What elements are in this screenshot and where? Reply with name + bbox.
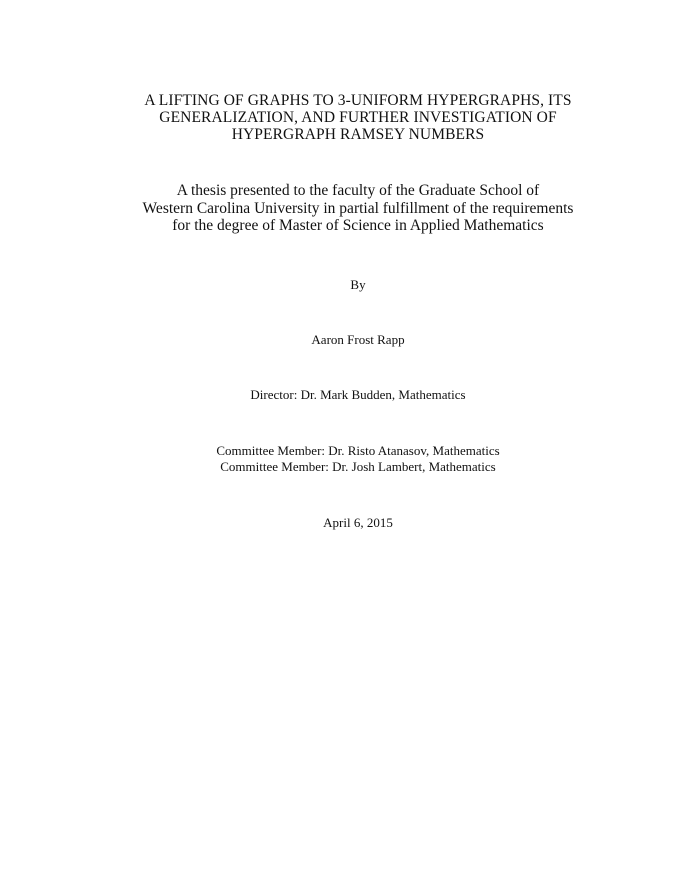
committee-list (0, 443, 676, 475)
degree-statement-line: A thesis presented to the faculty of the Graduate School of (176, 182, 540, 199)
thesis-title-line: HYPERGRAPH RAMSEY NUMBERS (231, 126, 485, 143)
thesis-title-line: A LIFTING OF GRAPHS TO 3-UNIFORM HYPERGRAPHS, ITS (144, 92, 572, 109)
degree-statement-line: for the degree of Master of Science in Applied Mathematics (172, 217, 544, 234)
submission-date: April 6, 2015 (323, 515, 393, 530)
thesis-title (0, 92, 676, 143)
degree-statement (0, 182, 676, 235)
director-line: Director: Dr. Mark Budden, Mathematics (250, 387, 466, 402)
thesis-title-line: GENERALIZATION, AND FURTHER INVESTIGATION OF (159, 109, 557, 126)
by-label: By (350, 277, 366, 292)
committee-member: Committee Member: Dr. Risto Atanasov, Mathematics (216, 443, 500, 458)
author-name: Aaron Frost Rapp (311, 332, 405, 347)
committee-member: Committee Member: Dr. Josh Lambert, Mathematics (220, 459, 496, 474)
degree-statement-line: Western Carolina University in partial fulfillment of the requirements (142, 199, 574, 217)
